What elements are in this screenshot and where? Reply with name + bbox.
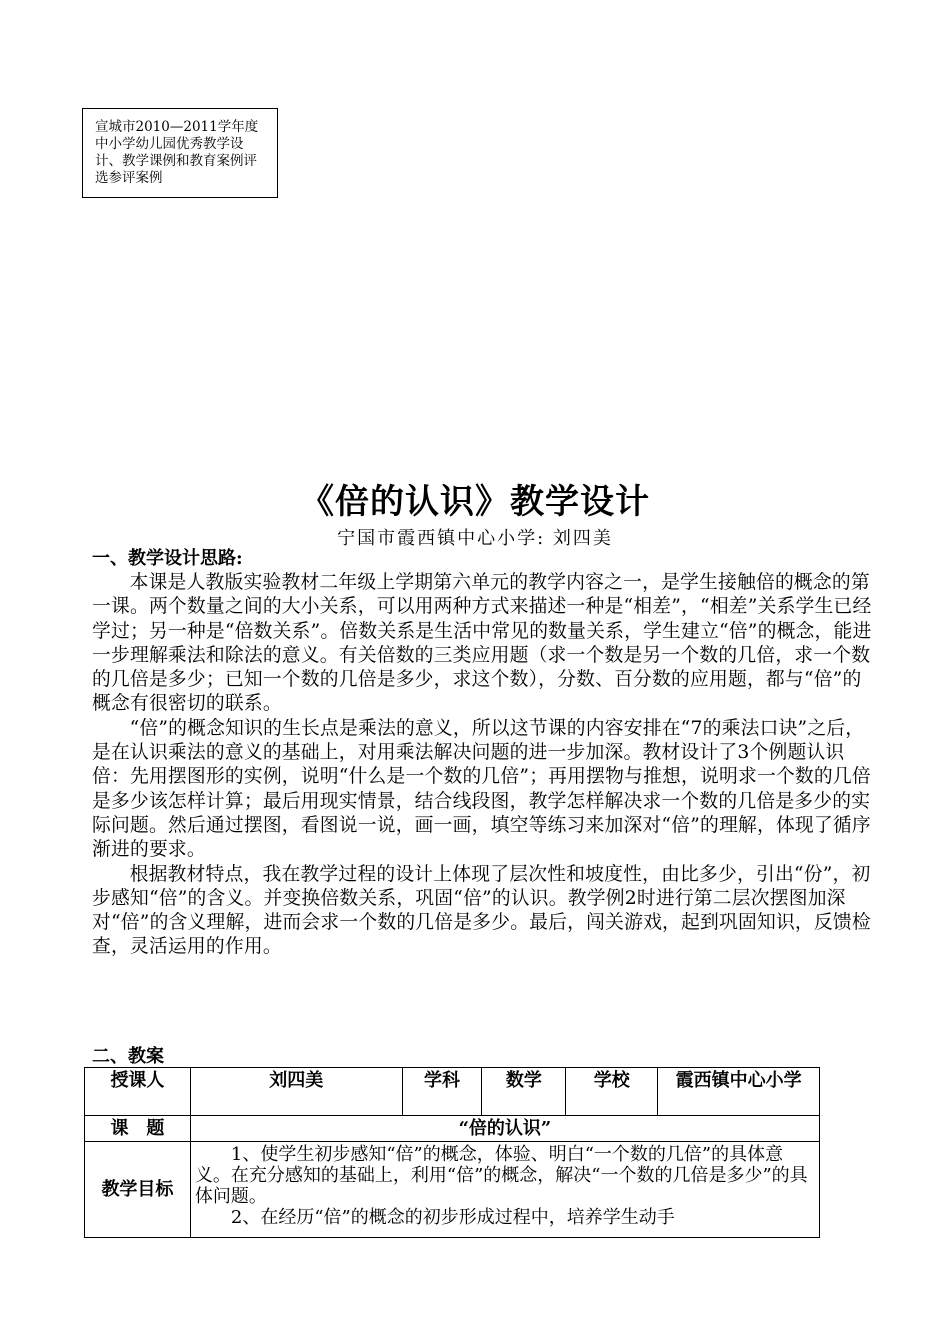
paragraph-2: “倍”的概念知识的生长点是乘法的意义，所以这节课的内容安排在“7的乘法口诀”之后，是在认识乘法的意义的基础上，对用乘法解决问题的进一步加深。教材设计了3个例题认识倍：先用摆图形的实例，说明“什么是一个数的几倍”；再用摆物与推想，说明求一个数的几倍是多少该怎样计算；最后用现实情景，结合线段图，教学怎样解决求一个数的几倍是多少的实际问题。然后通过摆图，看图说一说，画一画，填空等练习来加深对“倍”的理解，体现了循序渐进的要求。 bbox=[92, 717, 871, 861]
section-1-body bbox=[92, 571, 872, 960]
document-title: 《倍的认识》教学设计 bbox=[300, 482, 650, 522]
lesson-plan-table bbox=[84, 1067, 820, 1238]
topic-label-cell: 课 题 bbox=[85, 1116, 191, 1142]
subject-cell: 数学 bbox=[482, 1068, 566, 1116]
goals-label-cell: 教学目标 bbox=[85, 1142, 191, 1238]
school-cell: 霞西镇中心小学 bbox=[658, 1068, 820, 1116]
topic-cell: “倍的认识” bbox=[190, 1116, 819, 1142]
goal-item: 1、使学生初步感知“倍”的概念，体验、明白“一个数的几倍”的具体意义。在充分感知的基础上，利用“倍”的概念，解决“一个数的几倍是多少”的具体问题。 bbox=[194, 1144, 808, 1207]
paragraph-3: 根据教材特点，我在教学过程的设计上体现了层次性和坡度性，由比多少，引出“份”，初步感知“倍”的含义。并变换倍数关系，巩固“倍”的认识。教学例2时进行第二层次摆图加深对“倍”的含义理解，进而会求一个数的几倍是多少。最后，闯关游戏，起到巩固知识，反馈检查，灵活运用的作用。 bbox=[92, 863, 871, 958]
table-row bbox=[85, 1142, 820, 1238]
teacher-cell: 刘四美 bbox=[190, 1068, 402, 1116]
goals-cell bbox=[190, 1142, 819, 1238]
table-row bbox=[85, 1068, 820, 1116]
competition-header-text: 宣城市2010—2011学年度中小学幼儿园优秀教学设计、教学课例和教育案例评选参评案例 bbox=[95, 119, 259, 186]
competition-header-box bbox=[82, 108, 278, 198]
school-label-cell: 学校 bbox=[566, 1068, 658, 1116]
subject-label-cell: 学科 bbox=[402, 1068, 482, 1116]
author-line: 宁国市霞西镇中心小学: 刘四美 bbox=[337, 528, 613, 549]
paragraph-1: 本课是人教版实验教材二年级上学期第六单元的教学内容之一，是学生接触倍的概念的第一课。两个数量之间的大小关系，可以用两种方式来描述一种是“相差”，“相差”关系学生已经学过；另一种是“倍数关系”。倍数关系是生活中常见的数量关系，学生建立“倍”的概念，能进一步理解乘法和除法的意义。有关倍数的三类应用题（求一个数是另一个数的几倍，求一个数的几倍是多少；已知一个数的几倍是多少，求这个数），分数、百分数的应用题，都与“倍”的概念有很密切的联系。 bbox=[92, 572, 872, 715]
section-2-heading: 二、教案 bbox=[92, 1046, 164, 1067]
goal-item: 2、在经历“倍”的概念的初步形成过程中，培养学生动手 bbox=[230, 1207, 675, 1228]
table-row bbox=[85, 1116, 820, 1142]
section-1-heading: 一、教学设计思路: bbox=[92, 548, 243, 569]
teacher-label-cell: 授课人 bbox=[85, 1068, 191, 1116]
